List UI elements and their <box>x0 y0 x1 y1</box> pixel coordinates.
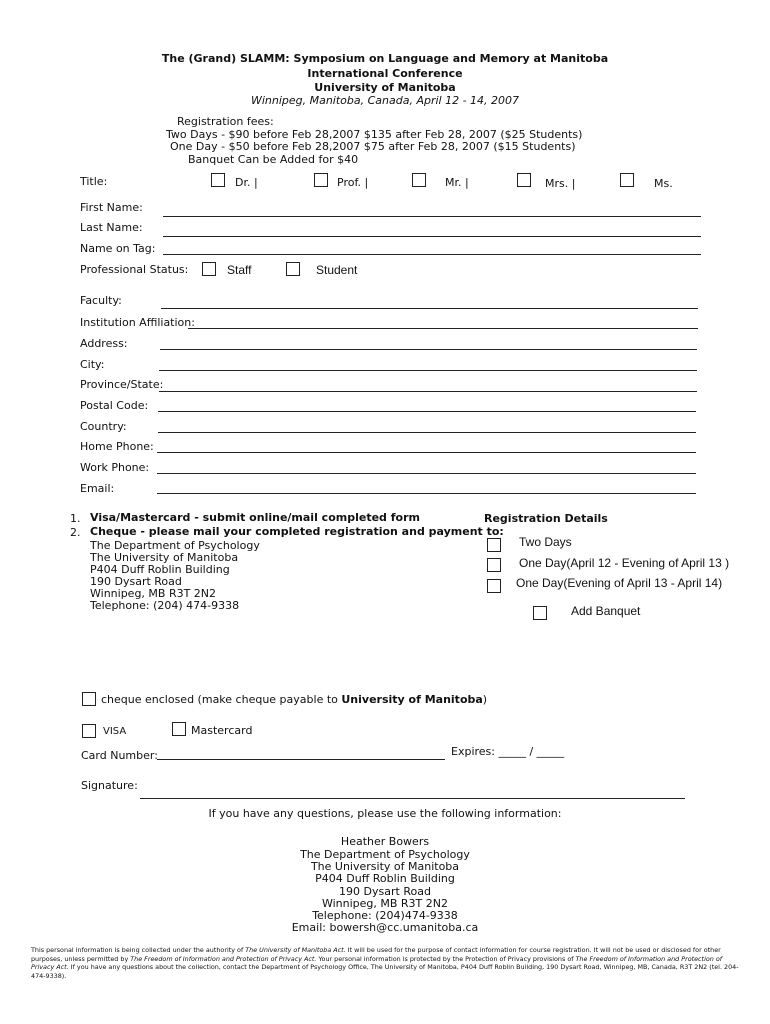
contact-line: The Department of Psychology <box>300 848 470 861</box>
address-field[interactable] <box>160 349 697 350</box>
status-student-label: Student <box>316 263 358 277</box>
one-day-late-label: One Day(Evening of April 13 - April 14) <box>516 576 723 590</box>
title-prof-checkbox[interactable] <box>314 173 328 187</box>
card-number-field[interactable] <box>157 759 445 760</box>
province-field[interactable] <box>159 391 697 392</box>
name-on-tag-field[interactable] <box>163 254 701 255</box>
email-label: Email: <box>80 482 115 495</box>
one-day-early-checkbox[interactable] <box>487 558 501 572</box>
faculty-label: Faculty: <box>80 294 122 307</box>
mailing-address-line: The University of Manitoba <box>90 551 239 564</box>
payment-item-2-number: 2. <box>70 526 81 539</box>
title-ms-checkbox[interactable] <box>620 173 634 187</box>
card-number-label: Card Number: <box>81 749 158 762</box>
mailing-address-line: Winnipeg, MB R3T 2N2 <box>90 587 217 600</box>
city-field[interactable] <box>159 370 697 371</box>
two-days-checkbox[interactable] <box>487 538 501 552</box>
status-staff-label: Staff <box>227 263 252 277</box>
add-banquet-label: Add Banquet <box>571 604 641 618</box>
name-on-tag-label: Name on Tag: <box>80 242 156 255</box>
address-label: Address: <box>80 337 128 350</box>
home-phone-field[interactable] <box>157 452 696 453</box>
institution-label: Institution Affiliation: <box>80 316 195 329</box>
faculty-field[interactable] <box>161 308 698 309</box>
fees-banquet: Banquet Can be Added for $40 <box>188 153 359 166</box>
cheque-enclosed-label: cheque enclosed (make cheque payable to University of Manitoba) <box>101 693 488 706</box>
add-banquet-checkbox[interactable] <box>533 606 547 620</box>
conference-type: International Conference <box>307 67 463 80</box>
mastercard-checkbox[interactable] <box>172 722 186 736</box>
title-dr-label: Dr. | <box>235 176 258 189</box>
last-name-label: Last Name: <box>80 221 143 234</box>
contact-line: 190 Dysart Road <box>339 885 431 898</box>
contact-intro: If you have any questions, please use the following information: <box>208 807 562 820</box>
mailing-address-line: 190 Dysart Road <box>90 575 182 588</box>
status-staff-checkbox[interactable] <box>202 262 216 276</box>
one-day-late-checkbox[interactable] <box>487 579 501 593</box>
title-dr-checkbox[interactable] <box>211 173 225 187</box>
signature-label: Signature: <box>81 779 138 792</box>
expires-field[interactable]: Expires: _____ / _____ <box>451 745 565 758</box>
work-phone-field[interactable] <box>157 473 696 474</box>
visa-checkbox[interactable] <box>82 724 96 738</box>
contact-line: P404 Duff Roblin Building <box>315 872 455 885</box>
title-mrs-label: Mrs. | <box>545 177 576 190</box>
home-phone-label: Home Phone: <box>80 440 154 453</box>
city-label: City: <box>80 358 105 371</box>
title-mrs-checkbox[interactable] <box>517 173 531 187</box>
two-days-label: Two Days <box>519 535 572 549</box>
contact-line: Winnipeg, MB R3T 2N2 <box>321 897 449 910</box>
fees-heading: Registration fees: <box>177 115 274 128</box>
work-phone-label: Work Phone: <box>80 461 150 474</box>
contact-line: The University of Manitoba <box>310 860 460 873</box>
contact-line: Heather Bowers <box>340 835 430 848</box>
country-field[interactable] <box>158 432 696 433</box>
title-label: Title: <box>80 175 108 188</box>
contact-email: Email: bowersh@cc.umanitoba.ca <box>291 921 479 934</box>
first-name-label: First Name: <box>80 201 143 214</box>
mailing-address-line: The Department of Psychology <box>90 539 260 552</box>
cheque-enclosed-checkbox[interactable] <box>82 692 96 706</box>
form-title: The (Grand) SLAMM: Symposium on Language and Memory at Manitoba <box>161 52 609 65</box>
institution-field[interactable] <box>188 328 698 329</box>
payment-item-1-number: 1. <box>70 512 81 525</box>
professional-status-label: Professional Status: <box>80 263 189 276</box>
mailing-address-line: P404 Duff Roblin Building <box>90 563 230 576</box>
mailing-address-line: Telephone: (204) 474-9338 <box>90 599 240 612</box>
postal-code-label: Postal Code: <box>80 399 149 412</box>
title-mr-checkbox[interactable] <box>412 173 426 187</box>
university-name: University of Manitoba <box>314 81 456 94</box>
registration-details-heading: Registration Details <box>484 512 608 525</box>
title-prof-label: Prof. | <box>337 176 369 189</box>
last-name-field[interactable] <box>163 236 701 237</box>
privacy-notice: This personal information is being collected under the authority of The University of Manitoba Act. It will be used for the purpose of contact information for course registration. It will not be used or disclosed for other purposes, unless permitted by The Freedom of Information and Protection of Privacy Act. Your personal information is protected by the Protection of Privacy provisions of The Freedom of Information and Protection of Privacy Act. If you have any questions about the collection, contact the Department of Psychology Office, The University of Manitoba, P404 Duff Roblin Building, 190 Dysart Road, Winnipeg, MB, Canada, R3T 2N2 (tel. 204-474-9338). <box>31 946 739 980</box>
visa-label: VISA <box>103 726 127 737</box>
first-name-field[interactable] <box>163 216 701 217</box>
fees-two-days: Two Days - $90 before Feb 28,2007 $135 after Feb 28, 2007 ($25 Students) <box>166 128 583 141</box>
contact-line: Telephone: (204)474-9338 <box>312 909 458 922</box>
postal-code-field[interactable] <box>158 411 696 412</box>
province-label: Province/State: <box>80 378 164 391</box>
title-ms-label: Ms. <box>654 177 673 190</box>
location-dates: Winnipeg, Manitoba, Canada, April 12 - 14, 2007 <box>250 94 520 107</box>
payment-item-2: Cheque - please mail your completed registration and payment to: <box>90 525 504 538</box>
fees-one-day: One Day - $50 before Feb 28,2007 $75 after Feb 28, 2007 ($15 Students) <box>170 140 576 153</box>
payment-item-1: Visa/Mastercard - submit online/mail completed form <box>90 511 420 524</box>
one-day-early-label: One Day(April 12 - Evening of April 13 ) <box>519 556 730 570</box>
email-field[interactable] <box>157 493 696 494</box>
status-student-checkbox[interactable] <box>286 262 300 276</box>
title-mr-label: Mr. | <box>445 176 469 189</box>
signature-field[interactable] <box>140 798 685 799</box>
mastercard-label: Mastercard <box>191 724 253 737</box>
country-label: Country: <box>80 420 127 433</box>
